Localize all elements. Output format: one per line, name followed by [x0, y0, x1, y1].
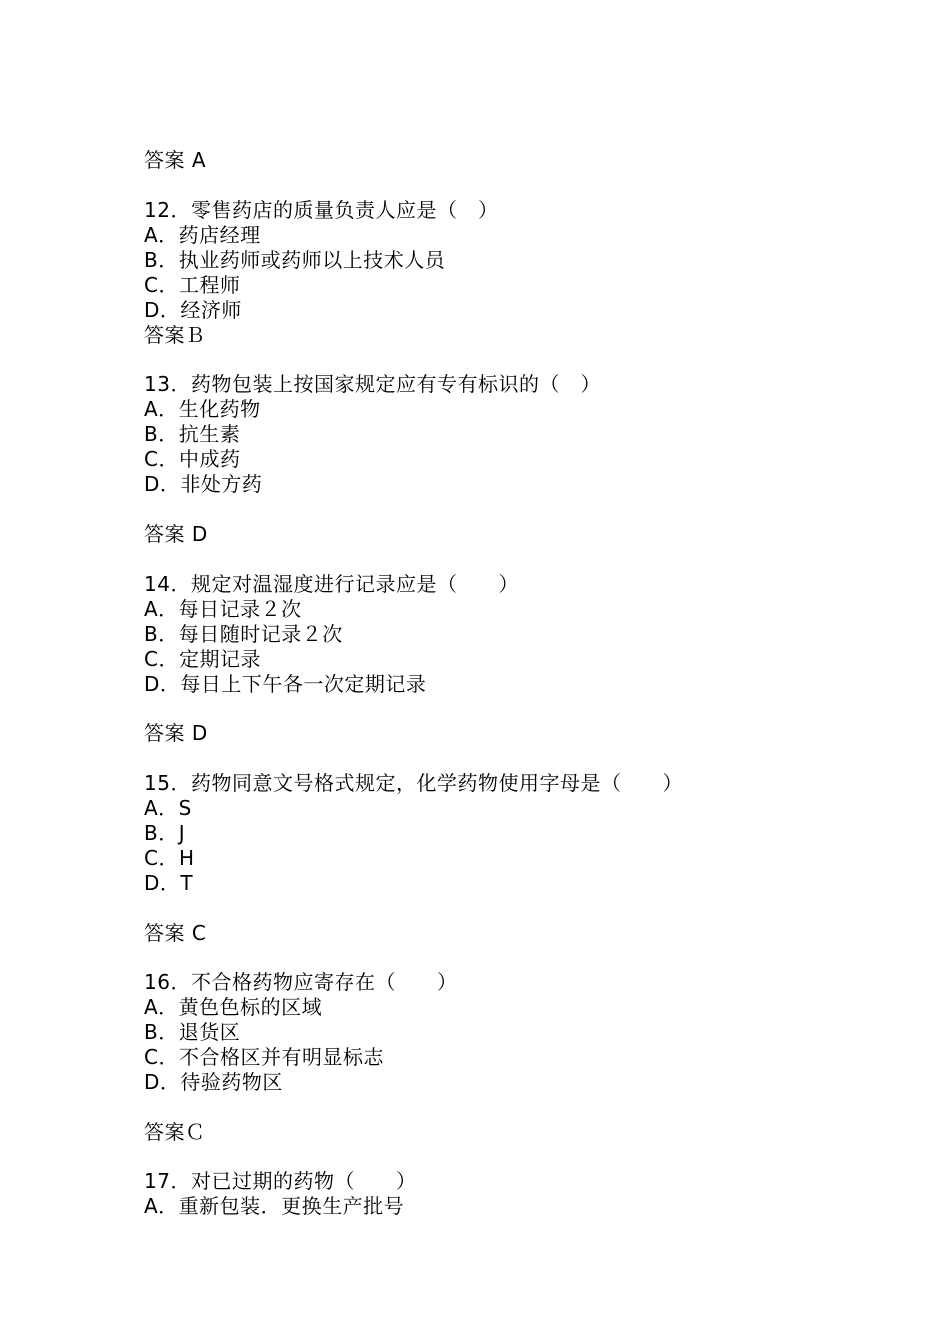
option-c: C．H — [144, 846, 195, 870]
option-d: D．T — [144, 871, 194, 895]
option-d: D．每日上下午各一次定期记录 — [144, 672, 427, 696]
option-b: B．每日随时记录２次 — [144, 622, 343, 646]
option-b: B．J — [144, 821, 186, 845]
question-16: 16．不合格药物应寄存在（ ） — [144, 970, 458, 994]
option-c: C．中成药 — [144, 447, 241, 471]
answer-text: 答案 C — [144, 921, 207, 945]
question-14: 14．规定对温湿度进行记录应是（ ） — [144, 572, 519, 596]
option-b: B．退货区 — [144, 1020, 241, 1044]
question-15: 15．药物同意文号格式规定，化学药物使用字母是（ ） — [144, 771, 683, 795]
answer-text: 答案 D — [144, 522, 208, 546]
option-b: B．执业药师或药师以上技术人员 — [144, 248, 446, 272]
option-d: D．待验药物区 — [144, 1070, 283, 1094]
answer-text: 答案Ｃ — [144, 1120, 206, 1144]
option-b: B．抗生素 — [144, 422, 241, 446]
option-c: C．工程师 — [144, 273, 241, 297]
option-a: A．S — [144, 796, 192, 820]
option-a: A．药店经理 — [144, 223, 261, 247]
question-12: 12．零售药店的质量负责人应是（ ） — [144, 198, 499, 222]
option-d: D．经济师 — [144, 298, 242, 322]
option-a: A．每日记录２次 — [144, 597, 302, 621]
option-c: C．定期记录 — [144, 647, 261, 671]
answer-text: 答案 A — [144, 148, 207, 172]
question-13: 13．药物包装上按国家规定应有专有标识的（ ） — [144, 372, 601, 396]
question-17: 17．对已过期的药物（ ） — [144, 1169, 417, 1193]
option-a: A．重新包装．更换生产批号 — [144, 1194, 405, 1218]
option-a: A．生化药物 — [144, 397, 261, 421]
answer-text: 答案 D — [144, 721, 208, 745]
answer-text: 答案Ｂ — [144, 323, 206, 347]
option-a: A．黄色色标的区域 — [144, 995, 323, 1019]
option-c: C．不合格区并有明显标志 — [144, 1045, 384, 1069]
option-d: D．非处方药 — [144, 472, 263, 496]
